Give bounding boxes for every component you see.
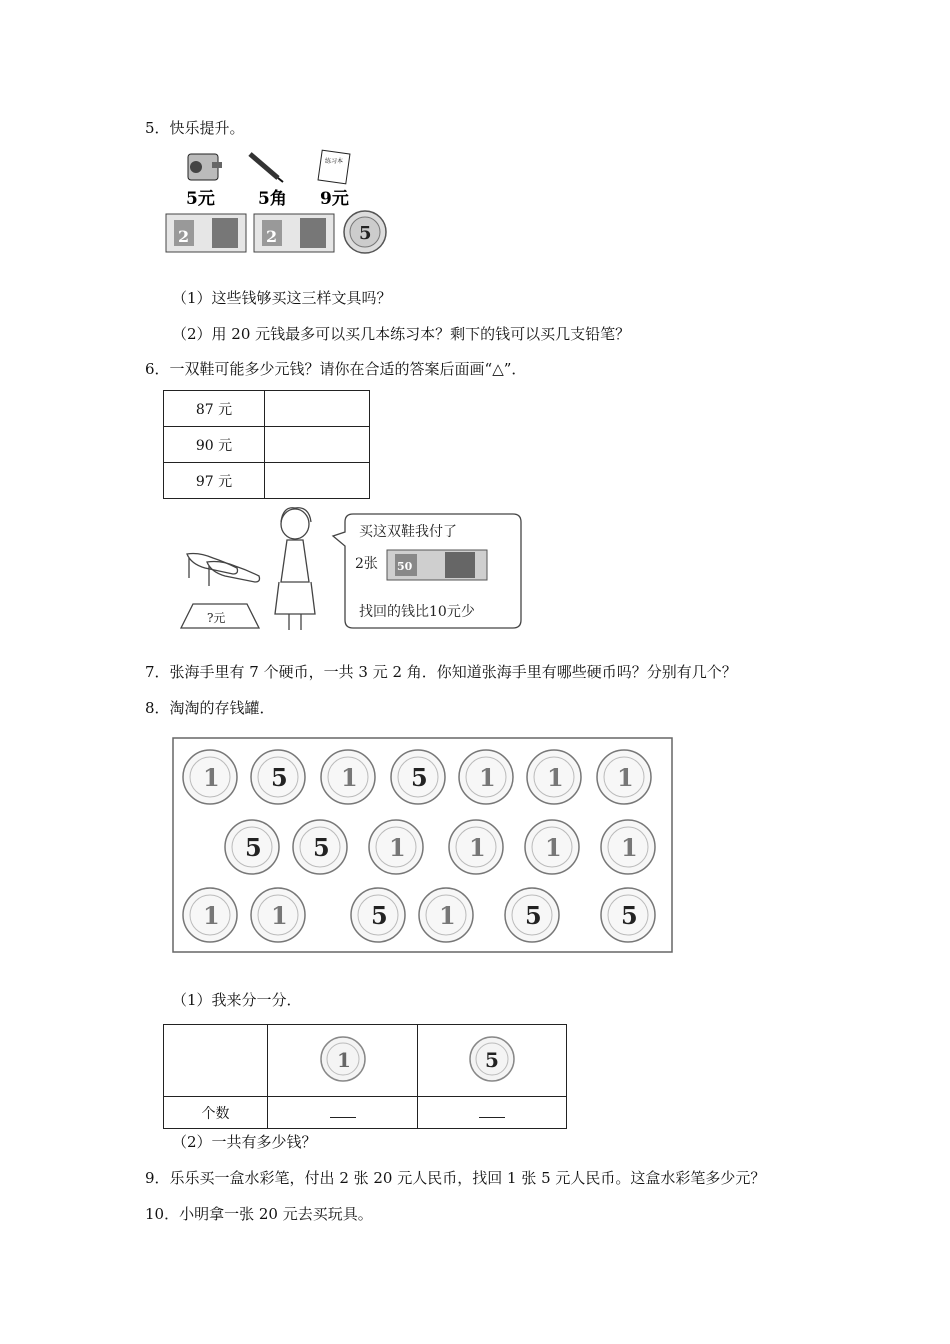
coin-value: 1 xyxy=(479,763,496,792)
coin-1yuan xyxy=(601,820,655,874)
banknote-2yuan-1 xyxy=(166,214,246,252)
q6-title: 6．一双鞋可能多少元钱？请你在合适的答案后面画“△”． xyxy=(145,360,527,378)
coin-value: 1 xyxy=(271,901,288,930)
price-notebook: 9元 xyxy=(320,189,349,209)
speech-bubble xyxy=(333,514,521,628)
pencil-icon xyxy=(250,154,283,182)
coin-5jiao xyxy=(505,888,559,942)
coin-5jiao xyxy=(251,750,305,804)
coin-5jiao-icon xyxy=(468,1035,516,1083)
q6-illustration xyxy=(165,502,525,642)
q8-title: 8．淘淘的存钱罐． xyxy=(145,699,275,717)
coin-1yuan xyxy=(449,820,503,874)
q5-sub1: （1）这些钱够买这三样文具吗？ xyxy=(172,289,392,307)
option-label: 90 元 xyxy=(164,427,265,463)
price-tag xyxy=(181,604,259,628)
coin-value: 5 xyxy=(271,763,288,792)
notebook-icon xyxy=(318,150,350,184)
note-value: 2 xyxy=(266,227,278,246)
note-value: 2 xyxy=(178,227,190,246)
coin-5jiao xyxy=(391,750,445,804)
count-row-label: 个数 xyxy=(164,1097,268,1129)
coin-value: 5 xyxy=(621,901,638,930)
sharpener-icon xyxy=(188,154,222,180)
coin-1yuan xyxy=(321,750,375,804)
coin-5jiao xyxy=(225,820,279,874)
coin-value: 1 xyxy=(439,901,456,930)
option-answer-cell[interactable] xyxy=(265,427,370,463)
speech-note-value: 50 xyxy=(397,560,413,573)
table-corner xyxy=(164,1025,268,1097)
q9-text: 9．乐乐买一盒水彩笔，付出 2 张 20 元人民币，找回 1 张 5 元人民币。这盒水彩笔多少元？ xyxy=(145,1169,766,1187)
coin-1yuan xyxy=(459,750,513,804)
option-label: 87 元 xyxy=(164,391,265,427)
speech-line1: 买这双鞋我付了 xyxy=(359,524,457,540)
piggy-bank-coins xyxy=(172,737,674,955)
coin-1yuan xyxy=(527,750,581,804)
coin-1yuan xyxy=(525,820,579,874)
coin-1yuan xyxy=(419,888,473,942)
coin-1yuan xyxy=(251,888,305,942)
coin-value: 5 xyxy=(245,833,262,862)
option-answer-cell[interactable] xyxy=(265,463,370,499)
coin-1yuan-icon xyxy=(319,1035,367,1083)
coin-value: 1 xyxy=(617,763,634,792)
coin-5jiao xyxy=(344,211,386,253)
coin-1yuan xyxy=(597,750,651,804)
coin-5jiao xyxy=(351,888,405,942)
q8-sub1: （1）我来分一分． xyxy=(172,991,302,1009)
q5-illustration xyxy=(162,148,392,260)
shoes-icon xyxy=(187,554,260,587)
coin-value: 1 xyxy=(469,833,486,862)
q5-sub2: （2）用 20 元钱最多可以买几本练习本？剩下的钱可以买几支铅笔？ xyxy=(172,325,631,343)
q6-options-table xyxy=(163,390,370,499)
q7-text: 7．张海手里有 7 个硬币，一共 3 元 2 角．你知道张海手里有哪些硬币吗？分别有几个？ xyxy=(145,663,737,681)
notebook-label: 练习本 xyxy=(325,158,344,165)
coin-5jiao xyxy=(293,820,347,874)
coin-value: 1 xyxy=(545,833,562,862)
coin-5jiao xyxy=(601,888,655,942)
count-1yuan-cell[interactable] xyxy=(268,1097,418,1129)
coin-value: 1 xyxy=(203,763,220,792)
q5-title: 5．快乐提升。 xyxy=(145,119,245,137)
answer-blank[interactable] xyxy=(479,1103,505,1118)
coin-value: 5 xyxy=(371,901,388,930)
coin-value: 1 xyxy=(203,901,220,930)
answer-blank[interactable] xyxy=(330,1103,356,1118)
q8-sub2: （2）一共有多少钱？ xyxy=(172,1133,317,1151)
coin-header-1 xyxy=(268,1025,418,1097)
coin-1yuan xyxy=(369,820,423,874)
option-label: 97 元 xyxy=(164,463,265,499)
coin-header-value: 5 xyxy=(485,1047,499,1072)
coin-value: 5 xyxy=(525,901,542,930)
coin-value: 5 xyxy=(411,763,428,792)
count-5jiao-cell[interactable] xyxy=(418,1097,567,1129)
coin-1yuan xyxy=(183,750,237,804)
coin-value: 5 xyxy=(313,833,330,862)
girl-icon xyxy=(275,508,315,630)
banknote-2yuan-2 xyxy=(254,214,334,252)
coin-value: 1 xyxy=(341,763,358,792)
coin-value: 5 xyxy=(359,223,372,244)
price-tag-label: ?元 xyxy=(207,611,226,625)
speech-line3: 找回的钱比10元少 xyxy=(359,604,475,620)
speech-line2: 2张 xyxy=(355,556,378,572)
coin-value: 1 xyxy=(621,833,638,862)
coin-value: 1 xyxy=(389,833,406,862)
coin-value: 1 xyxy=(547,763,564,792)
coin-1yuan xyxy=(183,888,237,942)
coin-header-5 xyxy=(418,1025,567,1097)
q8-sort-table xyxy=(163,1024,567,1129)
option-answer-cell[interactable] xyxy=(265,391,370,427)
price-sharpener: 5元 xyxy=(186,189,215,209)
coin-header-value: 1 xyxy=(336,1047,351,1072)
price-pencil: 5角 xyxy=(258,189,287,209)
q10-text: 10．小明拿一张 20 元去买玩具。 xyxy=(145,1205,373,1223)
